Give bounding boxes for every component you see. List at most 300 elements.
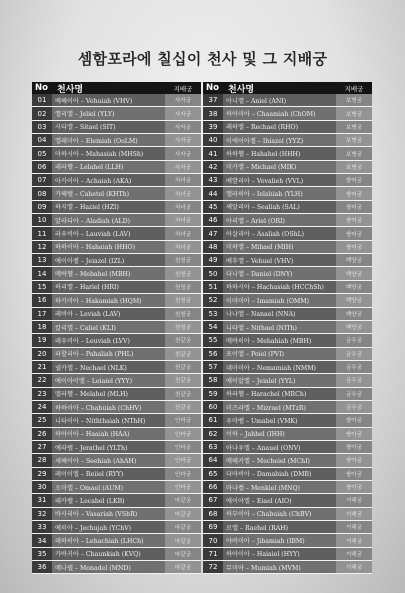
angel-name: 베발리아 – Vevalieh (VVL) bbox=[223, 174, 336, 186]
row-number: 69 bbox=[203, 521, 223, 533]
row-number: 55 bbox=[203, 334, 223, 346]
table-row bbox=[203, 548, 372, 561]
choir-name: 마갈궁 bbox=[165, 521, 201, 533]
row-number: 28 bbox=[32, 454, 52, 466]
table-row bbox=[203, 534, 372, 547]
angel-name: 카헤텔 – Cahetel (KHTh) bbox=[52, 187, 165, 199]
header-name: 천사명 bbox=[57, 84, 84, 95]
table-row bbox=[203, 348, 372, 361]
angel-name: 하하헬 – Hahahel (HHH) bbox=[223, 147, 336, 159]
angel-name: 예라텔 – Jerathel (YLTh) bbox=[52, 441, 165, 453]
choir-name: 금우궁 bbox=[336, 348, 372, 360]
angel-name: 야바미아 – Jibamiah (IBM) bbox=[223, 534, 336, 546]
row-number: 47 bbox=[203, 227, 223, 239]
angel-name: 레비아 – Leviah (LAV) bbox=[52, 308, 165, 320]
table-row bbox=[203, 414, 372, 427]
angel-name: 포이엘 – Poiel (PVI) bbox=[223, 348, 336, 360]
choir-name: 거해궁 bbox=[336, 521, 372, 533]
page-title: 셈함포라에 칠십이 천사 및 그 지배궁 bbox=[77, 50, 328, 68]
choir-name: 천칭궁 bbox=[165, 308, 201, 320]
choir-name: 금우궁 bbox=[336, 401, 372, 413]
choir-name: 보병궁 bbox=[336, 94, 372, 106]
table-row bbox=[32, 308, 201, 321]
angel-name: 메바히아 – Mebahiah (MBH) bbox=[223, 334, 336, 346]
table-row bbox=[203, 121, 372, 134]
row-number: 53 bbox=[203, 308, 223, 320]
choir-name: 처녀궁 bbox=[165, 241, 201, 253]
angel-name: 시타엘 – Sitael (SIT) bbox=[52, 121, 165, 133]
table-row bbox=[203, 454, 372, 467]
angel-table bbox=[32, 82, 372, 577]
row-number: 40 bbox=[203, 134, 223, 146]
table-row bbox=[32, 187, 201, 200]
choir-name: 처녀궁 bbox=[165, 174, 201, 186]
choir-name: 인마궁 bbox=[165, 428, 201, 440]
table-left-half bbox=[32, 82, 201, 577]
choir-name: 인마궁 bbox=[165, 441, 201, 453]
table-row bbox=[203, 334, 372, 347]
row-number: 10 bbox=[32, 214, 52, 226]
angel-name: 옐리엘 – Jeliel (YLY) bbox=[52, 107, 165, 119]
angel-name: 메나델 – Monadel (MND) bbox=[52, 561, 165, 573]
row-number: 63 bbox=[203, 441, 223, 453]
row-number: 13 bbox=[32, 254, 52, 266]
angel-name: 이마미아 – Imamiah (OMM) bbox=[223, 294, 336, 306]
choir-name: 쌍아궁 bbox=[336, 441, 372, 453]
table-row bbox=[32, 428, 201, 441]
row-number: 49 bbox=[203, 254, 223, 266]
choir-name: 쌍어궁 bbox=[336, 174, 372, 186]
table-row bbox=[203, 147, 372, 160]
choir-name: 보병궁 bbox=[336, 161, 372, 173]
choir-name: 천갈궁 bbox=[165, 401, 201, 413]
table-row bbox=[203, 214, 372, 227]
row-number: 29 bbox=[32, 468, 52, 480]
row-number: 59 bbox=[203, 388, 223, 400]
choir-name: 마갈궁 bbox=[165, 534, 201, 546]
table-row bbox=[32, 134, 201, 147]
table-header bbox=[203, 82, 372, 94]
table-row bbox=[203, 521, 372, 534]
choir-name: 금우궁 bbox=[336, 388, 372, 400]
table-row bbox=[32, 121, 201, 134]
angel-name: 네마미아 – Nemamiah (NMM) bbox=[223, 361, 336, 373]
table-row bbox=[32, 161, 201, 174]
row-number: 21 bbox=[32, 361, 52, 373]
table-row bbox=[32, 494, 201, 507]
row-number: 52 bbox=[203, 294, 223, 306]
table-row bbox=[32, 94, 201, 107]
row-number: 44 bbox=[203, 187, 223, 199]
angel-name: 라우비아 – Lauviah (LAV) bbox=[52, 227, 165, 239]
angel-name: 하라헬 – Harachel (MRCh) bbox=[223, 388, 336, 400]
table-row bbox=[203, 481, 372, 494]
choir-name: 쌍어궁 bbox=[336, 214, 372, 226]
angel-name: 하아이아 – Haiaiel (HYY) bbox=[223, 548, 336, 560]
choir-name: 거해궁 bbox=[336, 534, 372, 546]
row-number: 65 bbox=[203, 468, 223, 480]
table-row bbox=[203, 107, 372, 120]
angel-name: 예히아 – Jechujah (YChV) bbox=[52, 521, 165, 533]
angel-name: 카바키아 – Chaunkiah (KVQ) bbox=[52, 548, 165, 560]
angel-name: 하하이아 – Chahuiah (ChHV) bbox=[52, 401, 165, 413]
row-number: 37 bbox=[203, 94, 223, 106]
table-row bbox=[32, 174, 201, 187]
choir-name: 보병궁 bbox=[336, 147, 372, 159]
table-row bbox=[203, 508, 372, 521]
table-row bbox=[32, 254, 201, 267]
choir-name: 쌍아궁 bbox=[336, 468, 372, 480]
angel-name: 로엘 – Raehel (RAH) bbox=[223, 521, 336, 533]
choir-name: 쌍아궁 bbox=[336, 428, 372, 440]
angel-name: 마하시아 – Mahasiah (MHSh) bbox=[52, 147, 165, 159]
row-number: 56 bbox=[203, 348, 223, 360]
row-number: 50 bbox=[203, 267, 223, 279]
table-row bbox=[32, 454, 201, 467]
row-number: 04 bbox=[32, 134, 52, 146]
angel-name: 미카엘 – Michael (MIK) bbox=[223, 161, 336, 173]
row-number: 09 bbox=[32, 201, 52, 213]
row-number: 27 bbox=[32, 441, 52, 453]
angel-name: 하아이아 – Haaiah (HAA) bbox=[52, 428, 165, 440]
row-number: 57 bbox=[203, 361, 223, 373]
choir-name: 쌍아궁 bbox=[336, 481, 372, 493]
row-number: 58 bbox=[203, 374, 223, 386]
choir-name: 인마궁 bbox=[165, 481, 201, 493]
row-number: 68 bbox=[203, 508, 223, 520]
row-number: 38 bbox=[203, 107, 223, 119]
table-row bbox=[203, 161, 372, 174]
table-row bbox=[203, 281, 372, 294]
row-number: 08 bbox=[32, 187, 52, 199]
angel-name: 아리엘 – Ariel (ORI) bbox=[223, 214, 336, 226]
choir-name: 천칭궁 bbox=[165, 267, 201, 279]
row-number: 05 bbox=[32, 147, 52, 159]
table-row bbox=[32, 201, 201, 214]
table-row bbox=[32, 534, 201, 547]
table-row bbox=[203, 241, 372, 254]
row-number: 01 bbox=[32, 94, 52, 106]
angel-name: 오마엘 – Omael (AUM) bbox=[52, 481, 165, 493]
header-choir: 지배궁 bbox=[173, 84, 193, 93]
choir-name: 쌍어궁 bbox=[336, 187, 372, 199]
angel-name: 하지엘 – Haziel (HZI) bbox=[52, 201, 165, 213]
table-row bbox=[32, 561, 201, 574]
row-number: 24 bbox=[32, 401, 52, 413]
choir-name: 처녀궁 bbox=[165, 214, 201, 226]
angel-name: 마나켈 – Menkiel (MNQ) bbox=[223, 481, 336, 493]
angel-name: 하리엘 – Hariel (HRI) bbox=[52, 281, 165, 293]
table-row bbox=[203, 94, 372, 107]
choir-name: 천갈궁 bbox=[165, 361, 201, 373]
angel-name: 레하엘 – Rechael (RHO) bbox=[223, 121, 336, 133]
choir-name: 천갈궁 bbox=[165, 348, 201, 360]
row-number: 45 bbox=[203, 201, 223, 213]
table-row bbox=[203, 308, 372, 321]
row-number: 07 bbox=[32, 174, 52, 186]
choir-name: 처녀궁 bbox=[165, 227, 201, 239]
angel-name: 우마벨 – Umabel (VMK) bbox=[223, 414, 336, 426]
rows-right bbox=[203, 94, 372, 574]
header-choir: 지배궁 bbox=[344, 84, 364, 93]
row-number: 48 bbox=[203, 241, 223, 253]
table-row bbox=[32, 521, 201, 534]
choir-name: 백양궁 bbox=[336, 254, 372, 266]
row-number: 19 bbox=[32, 334, 52, 346]
angel-name: 바사리아 – Vasariah (VShR) bbox=[52, 508, 165, 520]
table-row bbox=[203, 441, 372, 454]
row-number: 15 bbox=[32, 281, 52, 293]
choir-name: 보병궁 bbox=[336, 107, 372, 119]
angel-name: 다마비아 – Damabiah (DMB) bbox=[223, 468, 336, 480]
choir-name: 사자궁 bbox=[165, 147, 201, 159]
table-row bbox=[203, 134, 372, 147]
angel-name: 레우비아 – Leuviah (LVV) bbox=[52, 334, 165, 346]
table-row bbox=[32, 361, 201, 374]
choir-name: 사자궁 bbox=[165, 94, 201, 106]
choir-name: 마갈궁 bbox=[165, 494, 201, 506]
table-row bbox=[203, 428, 372, 441]
angel-name: 레하히아 – Lehachiah (LHCh) bbox=[52, 534, 165, 546]
table-right-half bbox=[203, 82, 372, 577]
table-row bbox=[203, 254, 372, 267]
angel-name: 알라디아 – Aladiah (ALD) bbox=[52, 214, 165, 226]
table-row bbox=[32, 441, 201, 454]
row-number: 23 bbox=[32, 388, 52, 400]
choir-name: 금우궁 bbox=[336, 361, 372, 373]
table-row bbox=[32, 107, 201, 120]
table-row bbox=[32, 548, 201, 561]
header-no: No bbox=[206, 83, 219, 93]
table-row bbox=[32, 241, 201, 254]
row-number: 26 bbox=[32, 428, 52, 440]
choir-name: 쌍어궁 bbox=[336, 201, 372, 213]
row-number: 61 bbox=[203, 414, 223, 426]
choir-name: 사자궁 bbox=[165, 161, 201, 173]
row-number: 70 bbox=[203, 534, 223, 546]
choir-name: 사자궁 bbox=[165, 107, 201, 119]
choir-name: 쌍어궁 bbox=[336, 241, 372, 253]
row-number: 51 bbox=[203, 281, 223, 293]
choir-name: 보병궁 bbox=[336, 134, 372, 146]
angel-name: 세헤이아 – Seehiah (AhAH) bbox=[52, 454, 165, 466]
table-row bbox=[32, 414, 201, 427]
angel-name: 베후엘 – Vehuel (VHV) bbox=[223, 254, 336, 266]
choir-name: 거해궁 bbox=[336, 508, 372, 520]
choir-name: 사자궁 bbox=[165, 121, 201, 133]
table-row bbox=[32, 401, 201, 414]
choir-name: 천갈궁 bbox=[165, 334, 201, 346]
angel-name: 니타이아 – Niththaiah (NThH) bbox=[52, 414, 165, 426]
angel-name: 넬카엘 – Nechael (NLK) bbox=[52, 361, 165, 373]
row-number: 41 bbox=[203, 147, 223, 159]
table-row bbox=[32, 334, 201, 347]
row-number: 34 bbox=[32, 534, 52, 546]
choir-name: 인마궁 bbox=[165, 414, 201, 426]
angel-name: 아살리아 – Asaliah (OShL) bbox=[223, 227, 336, 239]
angel-name: 멜라헬 – Melahel (MLH) bbox=[52, 388, 165, 400]
angel-name: 하하시아 – Hachasiah (HCChSh) bbox=[223, 281, 336, 293]
choir-name: 마갈궁 bbox=[165, 508, 201, 520]
choir-name: 처녀궁 bbox=[165, 201, 201, 213]
row-number: 62 bbox=[203, 428, 223, 440]
table-header bbox=[32, 82, 201, 94]
angel-name: 셰알리아 – Sealiah (SAL) bbox=[223, 201, 336, 213]
table-row bbox=[203, 561, 372, 574]
table-row bbox=[32, 214, 201, 227]
table-row bbox=[32, 147, 201, 160]
row-number: 02 bbox=[32, 107, 52, 119]
table-row bbox=[203, 321, 372, 334]
table-row bbox=[203, 401, 372, 414]
angel-name: 하카미아 – Hakamiah (HQM) bbox=[52, 294, 165, 306]
table-row bbox=[32, 348, 201, 361]
row-number: 43 bbox=[203, 174, 223, 186]
choir-name: 처녀궁 bbox=[165, 187, 201, 199]
angel-name: 이에이아젤 – Ihiazel (YYZ) bbox=[223, 134, 336, 146]
choir-name: 백양궁 bbox=[336, 308, 372, 320]
row-number: 12 bbox=[32, 241, 52, 253]
table-row bbox=[203, 388, 372, 401]
angel-name: 아나우엘 – Anauel (ONV) bbox=[223, 441, 336, 453]
row-number: 25 bbox=[32, 414, 52, 426]
row-number: 30 bbox=[32, 481, 52, 493]
angel-name: 무미아 – Mumiah (MVM) bbox=[223, 561, 336, 573]
table-row bbox=[203, 294, 372, 307]
choir-name: 백양궁 bbox=[336, 294, 372, 306]
choir-name: 마갈궁 bbox=[165, 548, 201, 560]
row-number: 60 bbox=[203, 401, 223, 413]
table-row bbox=[32, 508, 201, 521]
angel-name: 다니엘 – Daniel (DNY) bbox=[223, 267, 336, 279]
choir-name: 금우궁 bbox=[336, 374, 372, 386]
angel-name: 하부이아 – Chabuiah (ChBV) bbox=[223, 508, 336, 520]
choir-name: 백양궁 bbox=[336, 281, 372, 293]
table-row bbox=[203, 361, 372, 374]
choir-name: 천칭궁 bbox=[165, 281, 201, 293]
choir-name: 천갈궁 bbox=[165, 388, 201, 400]
choir-name: 인마궁 bbox=[165, 454, 201, 466]
angel-name: 미즈라엘 – Mizrael (MTzR) bbox=[223, 401, 336, 413]
row-number: 11 bbox=[32, 227, 52, 239]
angel-name: 예이알엘 – Jeialel (YYL) bbox=[223, 374, 336, 386]
choir-name: 쌍아궁 bbox=[336, 414, 372, 426]
angel-name: 메바헬 – Mebahel (MBH) bbox=[52, 267, 165, 279]
angel-name: 하하이아 – Hahaiah (HHO) bbox=[52, 241, 165, 253]
angel-name: 예이아젤 – Jeiazel (IZL) bbox=[52, 254, 165, 266]
angel-name: 레이이엘 – Reiiel (RYY) bbox=[52, 468, 165, 480]
header-name: 천사명 bbox=[228, 84, 255, 95]
angel-name: 에이아엘 – Eiael (AIO) bbox=[223, 494, 336, 506]
table-row bbox=[203, 468, 372, 481]
choir-name: 천칭궁 bbox=[165, 254, 201, 266]
angel-name: 엘레미아 – Elemiah (OoLM) bbox=[52, 134, 165, 146]
table-row bbox=[32, 281, 201, 294]
row-number: 31 bbox=[32, 494, 52, 506]
choir-name: 금우궁 bbox=[336, 334, 372, 346]
table-row bbox=[32, 294, 201, 307]
angel-name: 레라헬 – Lelahel (LLH) bbox=[52, 161, 165, 173]
row-number: 14 bbox=[32, 267, 52, 279]
angel-name: 예이아이엘 – Leiaiel (YYY) bbox=[52, 374, 165, 386]
row-number: 32 bbox=[32, 508, 52, 520]
table-row bbox=[32, 321, 201, 334]
row-number: 66 bbox=[203, 481, 223, 493]
choir-name: 천갈궁 bbox=[165, 374, 201, 386]
angel-name: 레카벨 – Lecabel (LKB) bbox=[52, 494, 165, 506]
table-row bbox=[32, 468, 201, 481]
row-number: 46 bbox=[203, 214, 223, 226]
angel-name: 메헤키엘 – Mecheiel (MChI) bbox=[223, 454, 336, 466]
angel-name: 하아미아 – Chaamiah (ChOM) bbox=[223, 107, 336, 119]
choir-name: 천칭궁 bbox=[165, 321, 201, 333]
row-number: 22 bbox=[32, 374, 52, 386]
table-row bbox=[203, 267, 372, 280]
row-number: 64 bbox=[203, 454, 223, 466]
table-row bbox=[203, 494, 372, 507]
angel-name: 아니엘 – Aniel (ANI) bbox=[223, 94, 336, 106]
table-row bbox=[203, 187, 372, 200]
choir-name: 백양궁 bbox=[336, 267, 372, 279]
angel-name: 옐라히아 – Ielahiah (YLH) bbox=[223, 187, 336, 199]
angel-name: 파할리아 – Pahaliah (PHL) bbox=[52, 348, 165, 360]
table-row bbox=[32, 227, 201, 240]
row-number: 17 bbox=[32, 308, 52, 320]
row-number: 71 bbox=[203, 548, 223, 560]
row-number: 18 bbox=[32, 321, 52, 333]
angel-name: 아카이아 – Achaiah (AKA) bbox=[52, 174, 165, 186]
angel-name: 이하 – Jahhel (IHH) bbox=[223, 428, 336, 440]
choir-name: 거해궁 bbox=[336, 548, 372, 560]
angel-name: 미하엘 – Mihael (MIH) bbox=[223, 241, 336, 253]
row-number: 35 bbox=[32, 548, 52, 560]
table-row bbox=[32, 481, 201, 494]
row-number: 03 bbox=[32, 121, 52, 133]
row-number: 06 bbox=[32, 161, 52, 173]
angel-name: 나나엘 – Nanael (NNA) bbox=[223, 308, 336, 320]
choir-name: 천칭궁 bbox=[165, 294, 201, 306]
header-no: No bbox=[35, 83, 48, 93]
table-row bbox=[203, 374, 372, 387]
row-number: 33 bbox=[32, 521, 52, 533]
angel-name: 칼리엘 – Caliel (KLI) bbox=[52, 321, 165, 333]
choir-name: 쌍아궁 bbox=[336, 454, 372, 466]
choir-name: 거해궁 bbox=[336, 561, 372, 573]
table-row bbox=[203, 174, 372, 187]
table-row bbox=[32, 267, 201, 280]
row-number: 67 bbox=[203, 494, 223, 506]
choir-name: 사자궁 bbox=[165, 134, 201, 146]
angel-name: 베헤이아 – Vehuiah (VHV) bbox=[52, 94, 165, 106]
choir-name: 거해궁 bbox=[336, 494, 372, 506]
choir-name: 백양궁 bbox=[336, 321, 372, 333]
choir-name: 쌍어궁 bbox=[336, 227, 372, 239]
row-number: 42 bbox=[203, 161, 223, 173]
row-number: 20 bbox=[32, 348, 52, 360]
row-number: 72 bbox=[203, 561, 223, 573]
row-number: 16 bbox=[32, 294, 52, 306]
table-row bbox=[203, 201, 372, 214]
rows-left bbox=[32, 94, 201, 574]
choir-name: 보병궁 bbox=[336, 121, 372, 133]
table-row bbox=[32, 374, 201, 387]
table-row bbox=[203, 227, 372, 240]
row-number: 39 bbox=[203, 121, 223, 133]
choir-name: 마갈궁 bbox=[165, 561, 201, 573]
row-number: 36 bbox=[32, 561, 52, 573]
angel-name: 니타엘 – Nithael (NITh) bbox=[223, 321, 336, 333]
choir-name: 인마궁 bbox=[165, 468, 201, 480]
